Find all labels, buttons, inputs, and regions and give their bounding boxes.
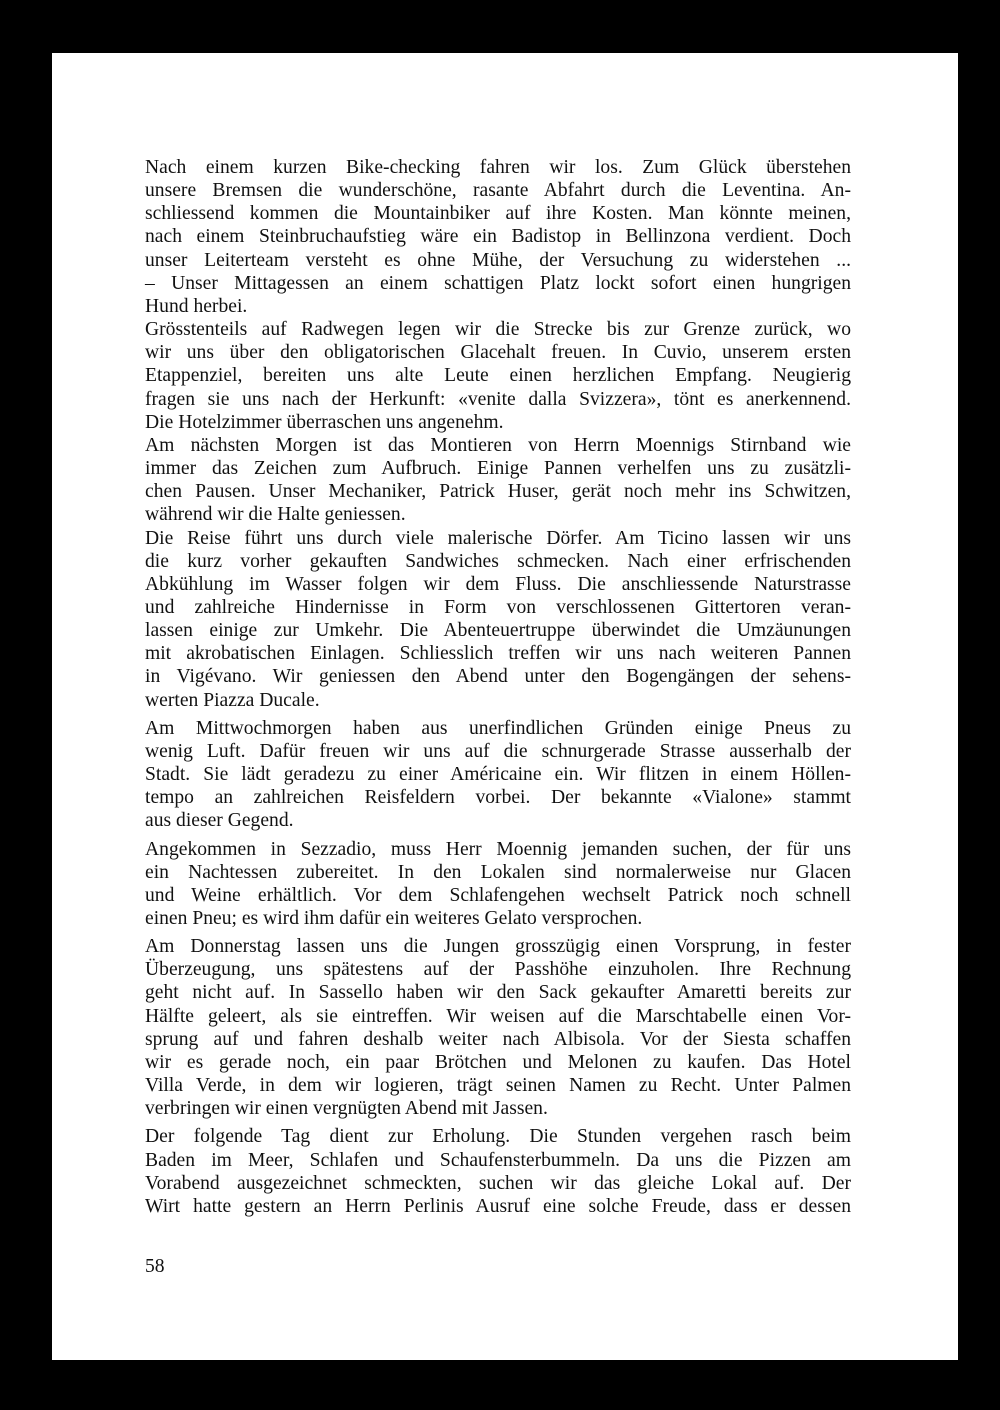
text-line: Vorabend ausgezeichnet schmeckten, suchen wir das gleiche Lokal auf. Der xyxy=(145,1172,851,1194)
text-line: chen Pausen. Unser Mechaniker, Patrick Huser, gerät noch mehr ins Schwitzen, xyxy=(145,481,851,503)
text-line: Hälfte geleert, als sie eintreffen. Wir weisen auf die Marschtabelle einen Vor- xyxy=(145,1005,851,1027)
text-line: Der folgende Tag dient zur Erholung. Die Stunden vergehen rasch beim xyxy=(145,1126,851,1148)
document-page xyxy=(52,53,958,1360)
paragraph xyxy=(145,717,851,833)
paragraph xyxy=(145,1125,851,1218)
paragraph xyxy=(145,527,851,712)
text-line: tempo an zahlreichen Reisfeldern vorbei. Der bekannte «Vialone» stammt xyxy=(145,787,851,809)
text-line: immer das Zeichen zum Aufbruch. Einige Pannen verhelfen uns zu zusätzli- xyxy=(145,458,851,480)
text-line: schliessend kommen die Mountainbiker auf ihre Kosten. Man könnte meinen, xyxy=(145,203,851,225)
text-line: Hund herbei. xyxy=(145,295,248,317)
text-line: Etappenziel, bereiten uns alte Leute einen herzlichen Empfang. Neugierig xyxy=(145,365,851,387)
text-line: während wir die Halte geniessen. xyxy=(145,504,406,526)
text-line: Überzeugung, uns spätestens auf der Passhöhe einzuholen. Ihre Rechnung xyxy=(145,959,851,981)
text-line: Am Mittwochmorgen haben aus unerfindlichen Gründen einige Pneus zu xyxy=(145,717,851,739)
text-line: unsere Bremsen die wunderschöne, rasante Abfahrt durch die Leventina. An- xyxy=(145,180,851,202)
text-line: unser Leiterteam versteht es ohne Mühe, der Versuchung zu widerstehen ... xyxy=(145,249,851,271)
text-line: einen Pneu; es wird ihm dafür ein weiteres Gelato versprochen. xyxy=(145,908,643,929)
text-line: Wirt hatte gestern an Herrn Perlinis Ausruf eine solche Freude, dass er dessen xyxy=(145,1195,851,1217)
text-line: fragen sie uns nach der Herkunft: «venite dalla Svizzera», tönt es anerkennend. xyxy=(145,388,851,410)
text-line: und zahlreiche Hindernisse in Form von verschlossenen Gittertoren veran- xyxy=(145,596,851,618)
text-line: lassen einige zur Umkehr. Die Abenteuertruppe überwindet die Umzäunungen xyxy=(145,620,851,642)
paragraph xyxy=(145,434,851,527)
text-line: Die Reise führt uns durch viele malerische Dörfer. Am Ticino lassen wir uns xyxy=(145,527,851,549)
text-line: Nach einem kurzen Bike-checking fahren wir los. Zum Glück überstehen xyxy=(145,157,851,178)
page-number: 58 xyxy=(145,1256,165,1277)
text-line: Die Hotelzimmer überraschen uns angenehm. xyxy=(145,411,504,433)
paragraph xyxy=(145,935,851,1120)
paragraph xyxy=(145,156,851,318)
text-line: Villa Verde, in dem wir logieren, trägt seinen Namen zu Recht. Unter Palmen xyxy=(145,1075,851,1097)
text-line: Abkühlung im Wasser folgen wir dem Fluss. Die anschliessende Naturstrasse xyxy=(145,573,851,595)
text-line: Am nächsten Morgen ist das Montieren von Herrn Moennigs Stirnband wie xyxy=(145,434,851,456)
text-line: Stadt. Sie lädt geradezu zu einer Américaine ein. Wir flitzen in einem Höllen- xyxy=(145,764,851,786)
text-line: wenig Luft. Dafür freuen wir uns auf die schnurgerade Strasse ausserhalb der xyxy=(145,740,851,762)
text-line: wir es gerade noch, ein paar Brötchen und Melonen zu kaufen. Das Hotel xyxy=(145,1051,851,1073)
text-line: Grösstenteils auf Radwegen legen wir die Strecke bis zur Grenze zurück, wo xyxy=(145,319,851,341)
text-line: mit akrobatischen Einlagen. Schliesslich treffen wir uns nach weiteren Pannen xyxy=(145,643,851,665)
text-line: in Vigévano. Wir geniessen den Abend unter den Bogengängen der sehens- xyxy=(145,666,851,688)
text-line: – Unser Mittagessen an einem schattigen Platz lockt sofort einen hungrigen xyxy=(145,272,851,294)
text-line: Angekommen in Sezzadio, muss Herr Moennig jemanden suchen, der für uns xyxy=(145,838,851,860)
paragraph xyxy=(145,838,851,931)
body-text xyxy=(145,156,851,1218)
text-line: Am Donnerstag lassen uns die Jungen grosszügig einen Vorsprung, in fester xyxy=(145,936,851,958)
text-line: wir uns über den obligatorischen Glacehalt freuen. In Cuvio, unserem ersten xyxy=(145,342,851,364)
text-line: die kurz vorher gekauften Sandwiches schmecken. Nach einer erfrischenden xyxy=(145,550,851,572)
text-line: Baden im Meer, Schlafen und Schaufensterbummeln. Da uns die Pizzen am xyxy=(145,1149,851,1171)
text-line: sprung auf und fahren deshalb weiter nach Albisola. Vor der Siesta schaffen xyxy=(145,1028,851,1050)
text-line: geht nicht auf. In Sassello haben wir den Sack gekaufter Amaretti bereits zur xyxy=(145,982,851,1004)
paragraph xyxy=(145,318,851,434)
text-line: nach einem Steinbruchaufstieg wäre ein Badistop in Bellinzona verdient. Doch xyxy=(145,226,851,248)
text-line: ein Nachtessen zubereitet. In den Lokalen sind normalerweise nur Glacen xyxy=(145,861,851,883)
text-line: aus dieser Gegend. xyxy=(145,810,294,832)
text-line: und Weine erhältlich. Vor dem Schlafengehen wechselt Patrick noch schnell xyxy=(145,884,851,906)
text-line: verbringen wir einen vergnügten Abend mit Jassen. xyxy=(145,1098,548,1120)
text-line: werten Piazza Ducale. xyxy=(145,689,320,711)
